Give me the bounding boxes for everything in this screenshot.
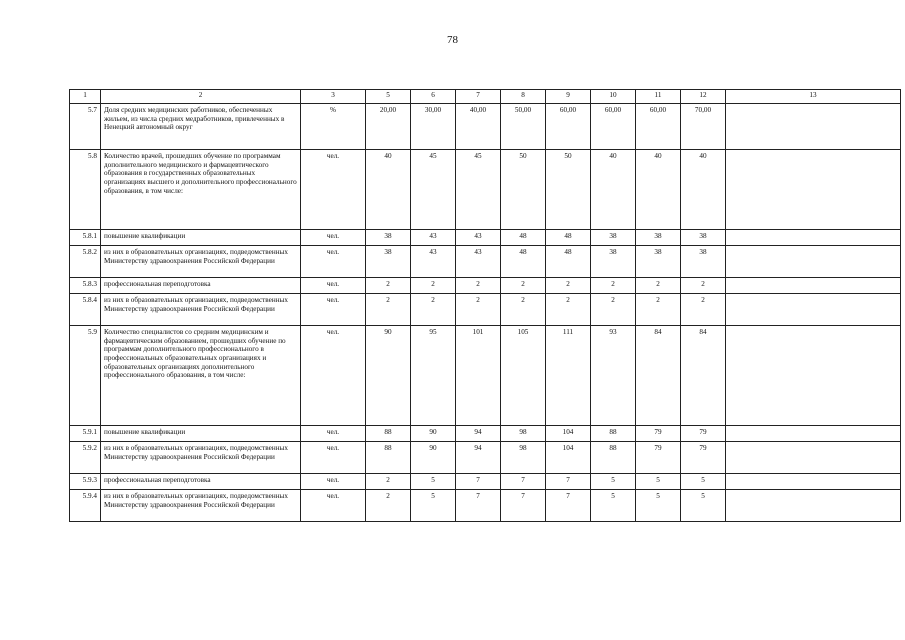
row-note xyxy=(726,326,901,426)
value-cell: 88 xyxy=(366,426,411,442)
row-name: повышение квалификации xyxy=(101,230,301,246)
row-code: 5.8.2 xyxy=(70,246,101,278)
row-unit: чел. xyxy=(301,278,366,294)
value-cell: 84 xyxy=(636,326,681,426)
value-cell: 2 xyxy=(501,294,546,326)
row-name: из них в образовательных организациях, подведомственных Министерству здравоохранения Российской Федерации xyxy=(101,294,301,326)
row-note xyxy=(726,294,901,326)
value-cell: 45 xyxy=(456,150,501,230)
row-name: из них в образовательных организациях, подведомственных Министерству здравоохранения Российской Федерации xyxy=(101,442,301,474)
row-name: из них в образовательных организациях, подведомственных Министерству здравоохранения Российской Федерации xyxy=(101,246,301,278)
value-cell: 94 xyxy=(456,426,501,442)
column-header: 5 xyxy=(366,90,411,104)
column-header: 8 xyxy=(501,90,546,104)
value-cell: 2 xyxy=(456,278,501,294)
value-cell: 50,00 xyxy=(501,104,546,150)
value-cell: 40 xyxy=(681,150,726,230)
row-note xyxy=(726,150,901,230)
value-cell: 5 xyxy=(411,490,456,522)
table-row xyxy=(70,230,901,246)
value-cell: 104 xyxy=(546,442,591,474)
table-row xyxy=(70,426,901,442)
value-cell: 2 xyxy=(411,278,456,294)
value-cell: 94 xyxy=(456,442,501,474)
value-cell: 2 xyxy=(681,294,726,326)
value-cell: 95 xyxy=(411,326,456,426)
value-cell: 40 xyxy=(636,150,681,230)
value-cell: 38 xyxy=(636,246,681,278)
column-header: 11 xyxy=(636,90,681,104)
value-cell: 48 xyxy=(546,246,591,278)
value-cell: 38 xyxy=(636,230,681,246)
value-cell: 43 xyxy=(411,230,456,246)
row-name: Количество врачей, прошедших обучение по программам дополнительного медицинского и фармацевтического образования в государственных образовательных организациях высшего и дополнительного профессионального образования, в том числе: xyxy=(101,150,301,230)
table-row xyxy=(70,150,901,230)
value-cell: 48 xyxy=(546,230,591,246)
value-cell: 48 xyxy=(501,246,546,278)
value-cell: 88 xyxy=(591,426,636,442)
value-cell: 70,00 xyxy=(681,104,726,150)
row-name: повышение квалификации xyxy=(101,426,301,442)
value-cell: 38 xyxy=(591,230,636,246)
value-cell: 2 xyxy=(501,278,546,294)
value-cell: 93 xyxy=(591,326,636,426)
row-code: 5.8.3 xyxy=(70,278,101,294)
row-code: 5.8.4 xyxy=(70,294,101,326)
row-name: профессиональная переподготовка xyxy=(101,474,301,490)
table-row xyxy=(70,104,901,150)
row-unit: чел. xyxy=(301,326,366,426)
value-cell: 30,00 xyxy=(411,104,456,150)
value-cell: 60,00 xyxy=(636,104,681,150)
value-cell: 88 xyxy=(366,442,411,474)
value-cell: 5 xyxy=(591,474,636,490)
row-name: Доля средних медицинских работников, обеспеченных жильем, из числа средних медработников, привлеченных в Ненецкий автономный округ xyxy=(101,104,301,150)
value-cell: 2 xyxy=(636,278,681,294)
column-header: 3 xyxy=(301,90,366,104)
row-code: 5.8.1 xyxy=(70,230,101,246)
row-note xyxy=(726,490,901,522)
value-cell: 79 xyxy=(681,426,726,442)
value-cell: 7 xyxy=(501,490,546,522)
value-cell: 7 xyxy=(456,474,501,490)
value-cell: 79 xyxy=(636,442,681,474)
row-note xyxy=(726,426,901,442)
value-cell: 79 xyxy=(681,442,726,474)
page-number: 78 xyxy=(447,34,458,46)
value-cell: 38 xyxy=(681,230,726,246)
row-unit: чел. xyxy=(301,426,366,442)
value-cell: 98 xyxy=(501,442,546,474)
value-cell: 2 xyxy=(456,294,501,326)
row-code: 5.9.3 xyxy=(70,474,101,490)
value-cell: 40,00 xyxy=(456,104,501,150)
value-cell: 90 xyxy=(411,426,456,442)
row-unit: чел. xyxy=(301,294,366,326)
indicators-table xyxy=(69,89,901,522)
value-cell: 2 xyxy=(591,278,636,294)
value-cell: 105 xyxy=(501,326,546,426)
value-cell: 7 xyxy=(546,490,591,522)
column-header: 12 xyxy=(681,90,726,104)
column-header: 9 xyxy=(546,90,591,104)
value-cell: 38 xyxy=(591,246,636,278)
value-cell: 84 xyxy=(681,326,726,426)
value-cell: 50 xyxy=(546,150,591,230)
row-note xyxy=(726,442,901,474)
value-cell: 43 xyxy=(456,246,501,278)
table-row xyxy=(70,246,901,278)
column-header: 7 xyxy=(456,90,501,104)
row-unit: чел. xyxy=(301,442,366,474)
value-cell: 7 xyxy=(546,474,591,490)
value-cell: 40 xyxy=(591,150,636,230)
value-cell: 7 xyxy=(501,474,546,490)
value-cell: 2 xyxy=(366,294,411,326)
row-code: 5.9.1 xyxy=(70,426,101,442)
table-row xyxy=(70,442,901,474)
row-unit: % xyxy=(301,104,366,150)
row-note xyxy=(726,278,901,294)
row-code: 5.9.4 xyxy=(70,490,101,522)
row-note xyxy=(726,246,901,278)
value-cell: 90 xyxy=(411,442,456,474)
column-header: 10 xyxy=(591,90,636,104)
value-cell: 5 xyxy=(411,474,456,490)
table-row xyxy=(70,326,901,426)
column-header: 1 xyxy=(70,90,101,104)
value-cell: 45 xyxy=(411,150,456,230)
value-cell: 5 xyxy=(591,490,636,522)
table-row xyxy=(70,278,901,294)
value-cell: 7 xyxy=(456,490,501,522)
row-note xyxy=(726,230,901,246)
row-note xyxy=(726,474,901,490)
value-cell: 2 xyxy=(411,294,456,326)
row-unit: чел. xyxy=(301,246,366,278)
value-cell: 38 xyxy=(681,246,726,278)
value-cell: 60,00 xyxy=(546,104,591,150)
table-row xyxy=(70,474,901,490)
value-cell: 40 xyxy=(366,150,411,230)
value-cell: 104 xyxy=(546,426,591,442)
value-cell: 111 xyxy=(546,326,591,426)
value-cell: 5 xyxy=(636,490,681,522)
column-header: 2 xyxy=(101,90,301,104)
value-cell: 38 xyxy=(366,246,411,278)
value-cell: 79 xyxy=(636,426,681,442)
row-unit: чел. xyxy=(301,474,366,490)
value-cell: 20,00 xyxy=(366,104,411,150)
row-unit: чел. xyxy=(301,230,366,246)
row-code: 5.7 xyxy=(70,104,101,150)
value-cell: 98 xyxy=(501,426,546,442)
value-cell: 60,00 xyxy=(591,104,636,150)
value-cell: 5 xyxy=(636,474,681,490)
value-cell: 101 xyxy=(456,326,501,426)
value-cell: 2 xyxy=(546,294,591,326)
row-unit: чел. xyxy=(301,150,366,230)
table-row xyxy=(70,490,901,522)
row-note xyxy=(726,104,901,150)
row-name: Количество специалистов со средним медицинским и фармацевтическим образованием, прошедших обучение по программам дополнительного профессионального в профессиональных образовательных организациях и образовательных организациях дополнительного профессионального образования, в том числе: xyxy=(101,326,301,426)
column-header: 6 xyxy=(411,90,456,104)
row-name: из них в образовательных организациях, подведомственных Министерству здравоохранения Российской Федерации xyxy=(101,490,301,522)
value-cell: 2 xyxy=(636,294,681,326)
value-cell: 88 xyxy=(591,442,636,474)
table-header-row xyxy=(70,90,901,104)
value-cell: 48 xyxy=(501,230,546,246)
value-cell: 38 xyxy=(366,230,411,246)
value-cell: 5 xyxy=(681,474,726,490)
value-cell: 43 xyxy=(411,246,456,278)
value-cell: 2 xyxy=(366,490,411,522)
column-header: 13 xyxy=(726,90,901,104)
row-code: 5.8 xyxy=(70,150,101,230)
value-cell: 2 xyxy=(366,474,411,490)
row-code: 5.9 xyxy=(70,326,101,426)
row-name: профессиональная переподготовка xyxy=(101,278,301,294)
value-cell: 5 xyxy=(681,490,726,522)
row-code: 5.9.2 xyxy=(70,442,101,474)
value-cell: 90 xyxy=(366,326,411,426)
value-cell: 50 xyxy=(501,150,546,230)
row-unit: чел. xyxy=(301,490,366,522)
value-cell: 2 xyxy=(546,278,591,294)
table-row xyxy=(70,294,901,326)
value-cell: 43 xyxy=(456,230,501,246)
value-cell: 2 xyxy=(681,278,726,294)
value-cell: 2 xyxy=(591,294,636,326)
value-cell: 2 xyxy=(366,278,411,294)
